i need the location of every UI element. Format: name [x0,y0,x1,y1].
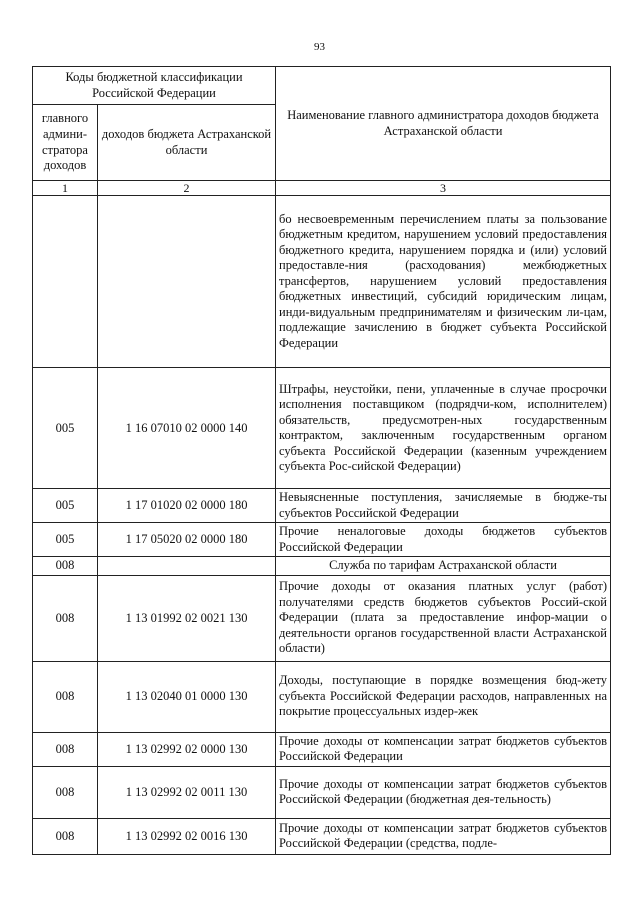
income-name: Прочие доходы от компенсации затрат бюджетов субъектов Российской Федерации (бюджетная дея-тельность) [276,766,611,818]
admin-code: 008 [33,661,98,732]
admin-code: 005 [33,489,98,523]
column-number-2: 2 [98,181,276,196]
column-number-1: 1 [33,181,98,196]
income-name: Доходы, поступающие в порядке возмещения бюд-жету субъекта Российской Федерации расходов, направленных на покрытие процессуальных издер-жек [276,661,611,732]
header-col1: главного админи-стратора доходов [33,105,98,181]
income-name: Прочие доходы от компенсации затрат бюджетов субъектов Российской Федерации [276,732,611,766]
column-number-3: 3 [276,181,611,196]
administrator-name: Служба по тарифам Астраханской области [276,557,611,576]
income-code: 1 17 01020 02 0000 180 [98,489,276,523]
admin-code: 008 [33,766,98,818]
income-code: 1 13 02040 01 0000 130 [98,661,276,732]
table-header-row [33,67,611,105]
income-name: Прочие доходы от компенсации затрат бюджетов субъектов Российской Федерации (средства, подле- [276,818,611,854]
header-col3: Наименование главного администратора доходов бюджета Астраханской области [276,67,611,181]
income-code: 1 13 02992 02 0016 130 [98,818,276,854]
income-code: 1 13 02992 02 0011 130 [98,766,276,818]
admin-code: 008 [33,557,98,576]
admin-code [33,196,98,368]
admin-code: 008 [33,575,98,661]
income-code: 1 13 02992 02 0000 130 [98,732,276,766]
income-code [98,196,276,368]
table-row [33,575,611,661]
income-code [98,557,276,576]
budget-classification-table [32,66,611,855]
admin-code: 005 [33,368,98,489]
header-col2: доходов бюджета Астраханской области [98,105,276,181]
header-group-title: Коды бюджетной классификации Российской Федерации [33,67,276,105]
income-name: Прочие доходы от оказания платных услуг (работ) получателями средств бюджетов субъектов Россий-ской Федерации (плата за предоставление инфор-мации о деятельности органов государственной власти Астраханской области) [276,575,611,661]
income-code: 1 17 05020 02 0000 180 [98,523,276,557]
income-name: Штрафы, неустойки, пени, уплаченные в случае просрочки исполнения поставщиком (подрядчи-ком, исполнителем) обязательств, предусмотрен-ных государственным контрактом, заключенным государственным органом субъекта Российской Федерации (казенным учреждением субъекта Рос-сийской Федерации) [276,368,611,489]
column-number-row [33,181,611,196]
table-row [33,368,611,489]
table-row [33,196,611,368]
admin-code: 008 [33,818,98,854]
income-code: 1 16 07010 02 0000 140 [98,368,276,489]
table-row [33,523,611,557]
table-row [33,766,611,818]
page-number: 93 [314,41,325,53]
income-name: Прочие неналоговые доходы бюджетов субъектов Российской Федерации [276,523,611,557]
income-name: Невыясненные поступления, зачисляемые в бюдже-ты субъектов Российской Федерации [276,489,611,523]
admin-code: 005 [33,523,98,557]
table-row [33,661,611,732]
income-name: бо несвоевременным перечислением платы за пользование бюджетным кредитом, нарушением условий предоставления бюджетного кредита, нарушением порядка и (или) условий предоставле-ния (расходования) межбюджетных трансфертов, нарушением условий предоставления бюджетных инвестиций, субсидий юридическим лицам, инди-видуальным предпринимателям и физическим ли-цам, подлежащие зачислению в бюджет субъекта Российской Федерации [276,196,611,368]
income-code: 1 13 01992 02 0021 130 [98,575,276,661]
table-row [33,489,611,523]
admin-code: 008 [33,732,98,766]
table-row [33,557,611,576]
table-row [33,818,611,854]
table-row [33,732,611,766]
